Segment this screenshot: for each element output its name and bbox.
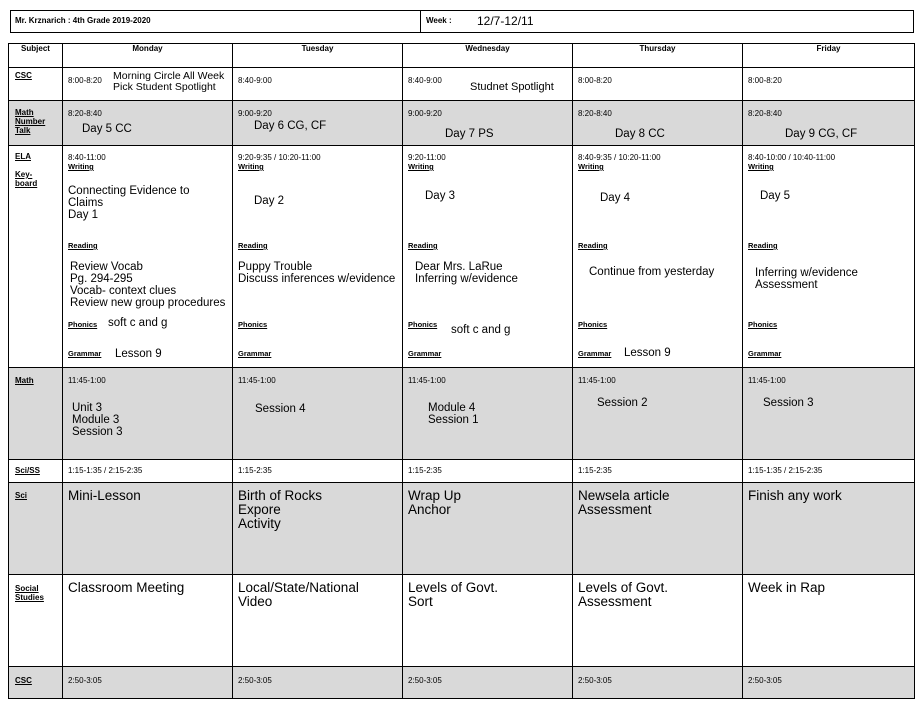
row-csc-afternoon	[9, 667, 915, 699]
time: 2:50-3:05	[578, 676, 612, 685]
time: 1:15-1:35 / 2:15-2:35	[748, 466, 823, 475]
phonics-label: Phonics	[68, 320, 98, 329]
note: Classroom Meeting	[68, 580, 185, 595]
cell-tue-scitime	[233, 460, 403, 483]
lesson-plan-table	[8, 43, 915, 699]
teacher-title: Mr. Krznarich : 4th Grade 2019-2020	[15, 16, 151, 25]
cell-mon-mathtalk	[63, 101, 233, 146]
time: 2:50-3:05	[68, 676, 102, 685]
time: 11:45-1:00	[748, 376, 786, 385]
phonics-label: Phonics	[578, 320, 608, 329]
header-divider	[420, 11, 421, 32]
grammar-note: Lesson 9	[624, 347, 671, 359]
subject-csc: CSC	[9, 68, 63, 101]
time: 9:00-9:20	[238, 109, 272, 118]
time: 8:00-8:20	[748, 76, 782, 85]
subject-csc-afternoon: CSC	[9, 667, 63, 699]
subject-ela-keyboard: ELA Key- board	[9, 146, 63, 368]
cell-mon-csc2	[63, 667, 233, 699]
note: Week in Rap	[748, 580, 826, 595]
cell-tue-sci	[233, 483, 403, 575]
time: 8:00-8:20	[578, 76, 612, 85]
time: 1:15-2:35	[238, 466, 272, 475]
reading-label: Reading	[238, 241, 268, 250]
reading-label: Reading	[578, 241, 608, 250]
col-wednesday: Wednesday	[403, 44, 573, 68]
subject-social-studies: Social Studies	[9, 575, 63, 667]
row-social-studies	[9, 575, 915, 667]
col-tuesday: Tuesday	[233, 44, 403, 68]
cell-tue-csc2	[233, 667, 403, 699]
planner-header	[10, 10, 914, 33]
time: 2:50-3:05	[408, 676, 442, 685]
reading-label: Reading	[408, 241, 438, 250]
cell-tue-ela	[233, 146, 403, 368]
cell-tue-mathtalk	[233, 101, 403, 146]
note: Session 4	[255, 403, 306, 415]
cell-mon-ela	[63, 146, 233, 368]
time: 8:40-10:00 / 10:40-11:00	[748, 153, 836, 162]
cell-thu-csc2	[573, 667, 743, 699]
row-sci-ss	[9, 460, 915, 483]
reading-label: Reading	[748, 241, 778, 250]
phonics-note: soft c and g	[108, 317, 168, 329]
col-friday: Friday	[743, 44, 915, 68]
note: Wrap Up Anchor	[408, 488, 462, 517]
writing-label: Writing	[408, 162, 434, 171]
time: 9:20-9:35 / 10:20-11:00	[238, 153, 321, 162]
time: 8:40-11:00	[68, 153, 106, 162]
time: 8:40-9:00	[238, 76, 272, 85]
writing-note: Connecting Evidence to Claims Day 1	[68, 185, 190, 221]
note: Session 2	[597, 397, 648, 409]
reading-label: Reading	[68, 241, 98, 250]
grammar-label: Grammar	[68, 349, 102, 358]
note: Levels of Govt. Sort	[408, 580, 499, 609]
cell-fri-scitime	[743, 460, 915, 483]
cell-wed-ss	[403, 575, 573, 667]
cell-wed-csc	[403, 68, 573, 101]
phonics-label: Phonics	[408, 320, 438, 329]
note: Session 3	[763, 397, 814, 409]
grammar-label: Grammar	[578, 349, 612, 358]
cell-fri-math	[743, 368, 915, 460]
note: Day 8 CC	[615, 128, 665, 140]
note: Finish any work	[748, 488, 842, 503]
note: Levels of Govt. Assessment	[578, 580, 669, 609]
time: 8:20-8:40	[578, 109, 612, 118]
cell-thu-math	[573, 368, 743, 460]
row-math	[9, 368, 915, 460]
note: Newsela article Assessment	[578, 488, 670, 517]
subject-math: Math	[9, 368, 63, 460]
cell-fri-mathtalk	[743, 101, 915, 146]
col-subject: Subject	[9, 44, 63, 68]
time: 11:45-1:00	[68, 376, 106, 385]
cell-wed-csc2	[403, 667, 573, 699]
note: Day 7 PS	[445, 128, 494, 140]
time: 8:20-8:40	[68, 109, 102, 118]
col-monday: Monday	[63, 44, 233, 68]
note: Mini-Lesson	[68, 488, 141, 503]
note: Day 6 CG, CF	[254, 120, 327, 132]
week-dates: 12/7-12/11	[477, 14, 534, 28]
reading-note: Review Vocab Pg. 294-295 Vocab- context clues Review new group procedures	[70, 261, 226, 309]
time: 11:45-1:00	[408, 376, 446, 385]
reading-note: Inferring w/evidence Assessment	[755, 267, 858, 291]
subject-sci: Sci	[9, 483, 63, 575]
time: 2:50-3:05	[238, 676, 272, 685]
cell-tue-ss	[233, 575, 403, 667]
row-sci	[9, 483, 915, 575]
cell-mon-sci	[63, 483, 233, 575]
col-thursday: Thursday	[573, 44, 743, 68]
subject-sci-ss: Sci/SS	[9, 460, 63, 483]
writing-note: Day 5	[760, 190, 791, 202]
time: 9:00-9:20	[408, 109, 442, 118]
note: Module 4 Session 1	[428, 402, 479, 426]
phonics-label: Phonics	[238, 320, 268, 329]
phonics-note: soft c and g	[451, 324, 511, 336]
row-math-talk	[9, 101, 915, 146]
time: 8:40-9:35 / 10:20-11:00	[578, 153, 661, 162]
time: 1:15-2:35	[578, 466, 612, 475]
cell-thu-csc	[573, 68, 743, 101]
writing-label: Writing	[238, 162, 264, 171]
time: 11:45-1:00	[578, 376, 616, 385]
cell-fri-csc	[743, 68, 915, 101]
grammar-label: Grammar	[408, 349, 442, 358]
note: Unit 3 Module 3 Session 3	[72, 402, 123, 438]
time: 8:00-8:20	[68, 76, 102, 85]
cell-wed-mathtalk	[403, 101, 573, 146]
writing-note: Day 3	[425, 190, 456, 202]
cell-thu-ela	[573, 146, 743, 368]
reading-note: Dear Mrs. LaRue Inferring w/evidence	[415, 261, 518, 285]
row-ela	[9, 146, 915, 368]
writing-note: Day 4	[600, 192, 631, 204]
note: Local/State/National Video	[238, 580, 359, 609]
cell-wed-ela	[403, 146, 573, 368]
cell-wed-scitime	[403, 460, 573, 483]
grammar-note: Lesson 9	[115, 348, 162, 360]
cell-wed-sci	[403, 483, 573, 575]
cell-mon-scitime	[63, 460, 233, 483]
writing-label: Writing	[578, 162, 604, 171]
reading-note: Puppy Trouble Discuss inferences w/evidence	[238, 261, 396, 285]
writing-label: Writing	[748, 162, 774, 171]
cell-tue-csc	[233, 68, 403, 101]
note: Morning Circle All Week Pick Student Spotlight	[113, 70, 225, 93]
cell-tue-math	[233, 368, 403, 460]
note: Studnet Spotlight	[470, 81, 554, 93]
cell-fri-sci	[743, 483, 915, 575]
time: 9:20-11:00	[408, 153, 446, 162]
cell-mon-ss	[63, 575, 233, 667]
cell-fri-csc2	[743, 667, 915, 699]
writing-label: Writing	[68, 162, 94, 171]
cell-fri-ss	[743, 575, 915, 667]
writing-note: Day 2	[254, 195, 285, 207]
cell-thu-scitime	[573, 460, 743, 483]
time: 8:20-8:40	[748, 109, 782, 118]
grammar-label: Grammar	[238, 349, 272, 358]
time: 1:15-1:35 / 2:15-2:35	[68, 466, 143, 475]
phonics-label: Phonics	[748, 320, 778, 329]
cell-thu-sci	[573, 483, 743, 575]
week-label: Week :	[426, 16, 452, 25]
subject-math-number-talk: Math Number Talk	[9, 101, 63, 146]
note: Day 9 CG, CF	[785, 128, 858, 140]
cell-wed-math	[403, 368, 573, 460]
cell-thu-ss	[573, 575, 743, 667]
time: 1:15-2:35	[408, 466, 442, 475]
time: 11:45-1:00	[238, 376, 276, 385]
cell-fri-ela	[743, 146, 915, 368]
time: 8:40-9:00	[408, 76, 442, 85]
note: Birth of Rocks Expore Activity	[238, 488, 323, 531]
grammar-label: Grammar	[748, 349, 782, 358]
note: Day 5 CC	[82, 123, 132, 135]
column-header-row	[9, 44, 915, 68]
row-csc-morning	[9, 68, 915, 101]
reading-note: Continue from yesterday	[589, 266, 715, 278]
cell-mon-csc	[63, 68, 233, 101]
cell-mon-math	[63, 368, 233, 460]
time: 2:50-3:05	[748, 676, 782, 685]
cell-thu-mathtalk	[573, 101, 743, 146]
